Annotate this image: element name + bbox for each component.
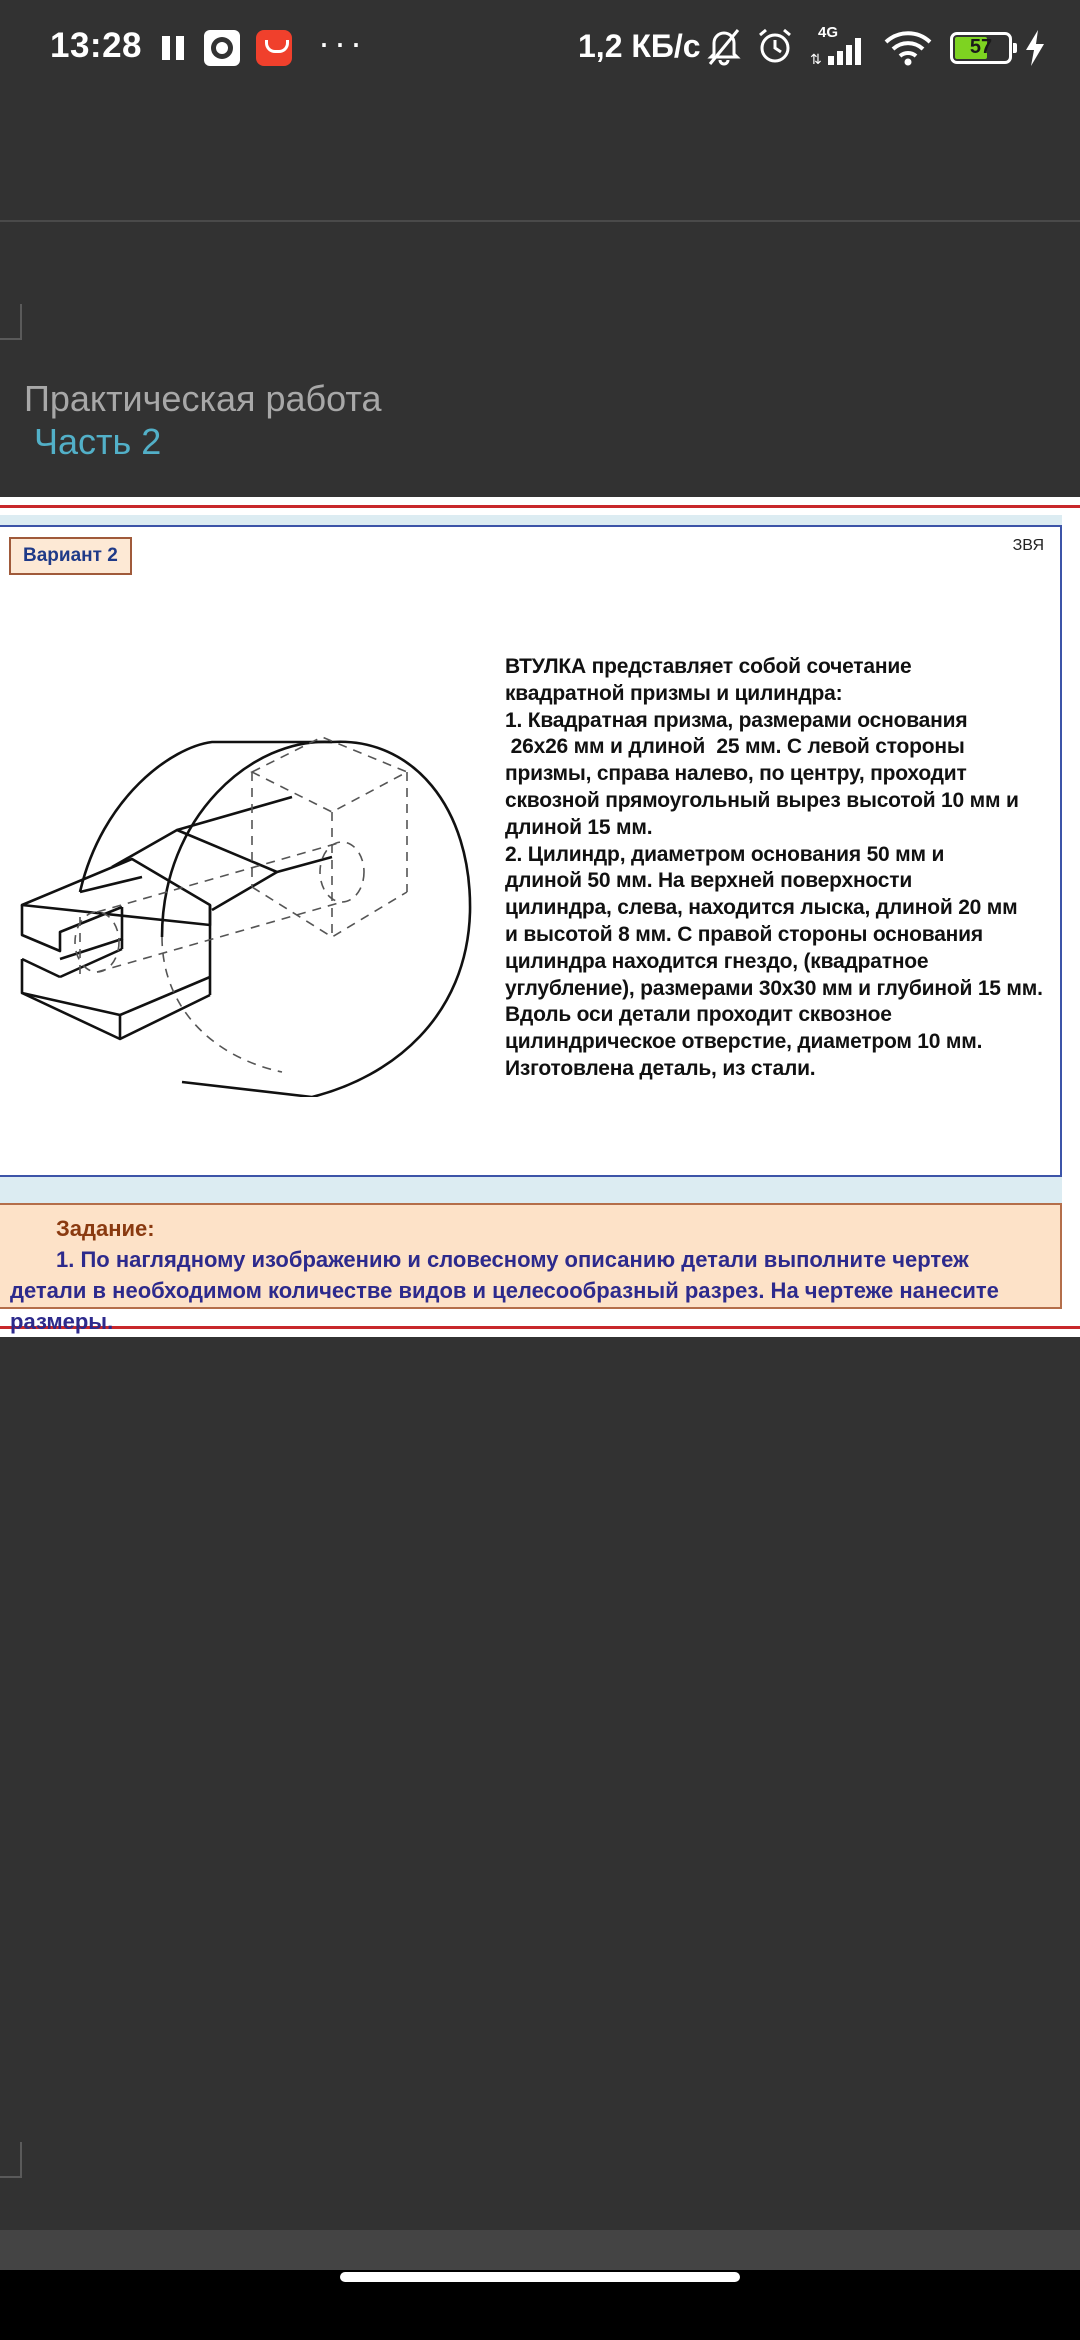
home-gesture-handle[interactable]: [340, 2272, 740, 2282]
svg-text:⇅: ⇅: [810, 52, 822, 66]
viewer-bottom-bar: [0, 2230, 1080, 2270]
description-line: Изготовлена деталь, из стали.: [505, 1056, 816, 1080]
description-line: цилиндра, слева, находится лыска, длиной 20 мм: [505, 896, 1018, 920]
network-speed: 1,2 КБ/с: [578, 28, 701, 64]
slide-image[interactable]: [0, 497, 1080, 1337]
battery-level: 57: [969, 36, 993, 58]
task-text: 1. По наглядному изображению и словесному описанию детали выполните чертеж детали в необходимом количестве видов и целесообразный разрез. На чертеже нанесите размеры.: [10, 1247, 999, 1334]
page-title: Практическая работа: [24, 378, 382, 419]
description-line: Вдоль оси детали проходит сквозное: [505, 1003, 892, 1027]
charging-icon: [1024, 30, 1046, 66]
alarm-icon: [756, 26, 794, 66]
signal-icon: [810, 36, 868, 66]
description-line: призмы, справа налево, по центру, проходит: [505, 762, 967, 786]
pause-icon: [162, 36, 186, 60]
wifi-icon: [884, 30, 932, 66]
description-line: длиной 15 мм.: [505, 815, 653, 839]
description-line: 26х26 мм и длиной 25 мм. С левой стороны: [505, 735, 965, 759]
description-line: углубление), размерами 30х30 мм и глубиной 15 мм.: [505, 976, 1043, 1000]
description-line: длиной 50 мм. На верхней поверхности: [505, 869, 913, 893]
mute-bell-icon: [706, 26, 742, 66]
crop-mark: [0, 2142, 22, 2178]
network-type: 4G: [818, 24, 839, 41]
page-separator: [0, 220, 1080, 222]
description-line: ВТУЛКА представляет собой сочетание: [505, 655, 912, 678]
more-dots-icon: ···: [318, 22, 366, 63]
clock: 13:28: [50, 26, 143, 65]
variant-label: Вариант 2: [9, 537, 132, 575]
description-line: 1. Квадратная призма, размерами основания: [505, 708, 968, 732]
description-line: квадратной призмы и цилиндра:: [505, 681, 843, 705]
battery-icon: [950, 32, 1012, 64]
description-line: 2. Цилиндр, диаметром основания 50 мм и: [505, 842, 945, 866]
screen-record-icon: [204, 30, 240, 66]
task-heading: Задание:: [56, 1216, 155, 1241]
page-subtitle: Часть 2: [34, 421, 162, 462]
aliexpress-icon: [256, 30, 292, 66]
bushing-isometric-drawing: [12, 677, 482, 1097]
status-bar: [0, 0, 1080, 96]
description-line: цилиндра находится гнездо, (квадратное: [505, 949, 929, 973]
part-description: [505, 654, 1065, 1083]
crop-mark: [0, 304, 22, 340]
description-line: цилиндрическое отверстие, диаметром 10 мм.: [505, 1030, 983, 1054]
task-box: [0, 1203, 1062, 1334]
description-line: и высотой 8 мм. С правой стороны основания: [505, 922, 983, 946]
corner-note: ЗВЯ: [1012, 537, 1044, 554]
description-line: сквозной прямоугольный вырез высотой 10 мм и: [505, 788, 1019, 812]
